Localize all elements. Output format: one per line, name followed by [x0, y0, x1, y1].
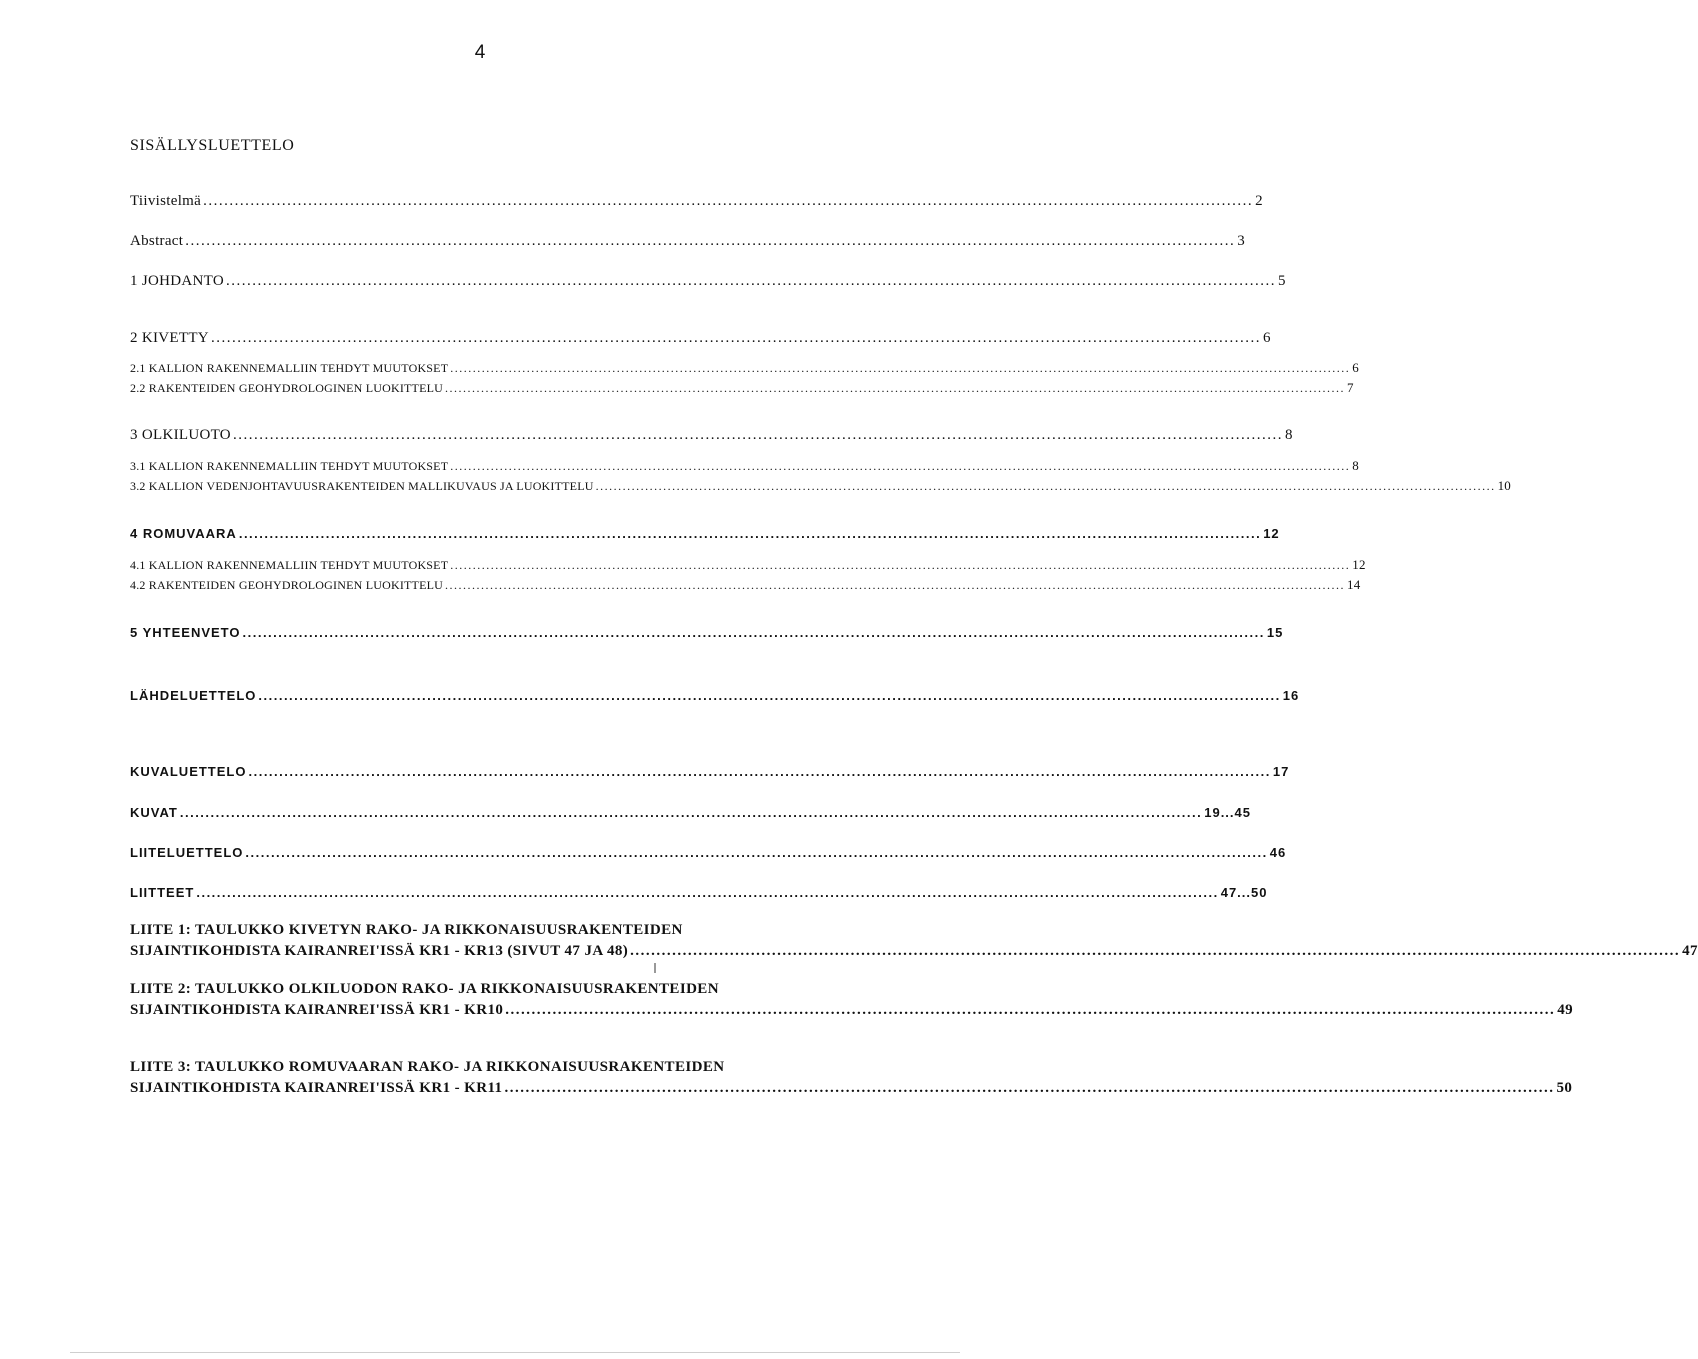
toc-entry-label: Abstract [130, 233, 184, 249]
dot-leader: ........................................................................................................................................................................................................ [203, 193, 1254, 209]
toc-entry-page: 12 [1352, 557, 1366, 572]
toc-entry-label: 2.2 RAKENTEIDEN GEOHYDROLOGINEN LUOKITTELU [130, 381, 444, 395]
appendix-title-line [130, 922, 824, 943]
toc-entry-4-1[interactable] [130, 557, 1366, 577]
toc-appendix-1[interactable] [130, 922, 1698, 963]
toc-entry-lahdeluettelo[interactable] [130, 688, 1300, 708]
dot-leader: ........................................................................................................................................................................................................ [595, 479, 1496, 493]
toc-entry-label: 3.2 KALLION VEDENJOHTAVUUSRAKENTEIDEN MALLIKUVAUS JA LUOKITTELU [130, 479, 594, 493]
toc-entry-page: 16 [1282, 688, 1300, 703]
toc-entry-page: 12 [1263, 526, 1280, 541]
toc-entry-page: 8 [1352, 458, 1359, 473]
toc-entry-abstract[interactable] [130, 233, 1246, 253]
toc-entry-label: KUVAT [130, 805, 178, 820]
dot-leader: ........................................................................................................................................................................................................ [179, 805, 1203, 820]
appendix-location-label: SIJAINTIKOHDISTA KAIRANREI'ISSÄ KR1 - KR13 (SIVUT 47 JA 48) [130, 943, 629, 959]
appendix-location-line [130, 943, 1698, 963]
toc-entry-page: 8 [1284, 427, 1293, 443]
toc-entry-3-2[interactable] [130, 478, 1512, 498]
toc-entry-page: 6 [1352, 360, 1359, 375]
dot-leader: ........................................................................................................................................................................................................ [504, 1080, 1555, 1096]
appendix-location-label: SIJAINTIKOHDISTA KAIRANREI'ISSÄ KR1 - KR10 [130, 1002, 504, 1018]
toc-entry-page: 5 [1277, 273, 1286, 289]
appendix-title-line [130, 981, 824, 1002]
scan-artifact [654, 963, 656, 973]
toc-entry-kuvat[interactable] [130, 805, 1251, 825]
dot-leader: ........................................................................................................................................................................................................ [196, 885, 1219, 900]
appendix-location-line [130, 1080, 1573, 1100]
toc-entry-label: 4.1 KALLION RAKENNEMALLIIN TEHDYT MUUTOKSET [130, 558, 449, 572]
toc-entry-label: 3 OLKILUOTO [130, 427, 231, 443]
toc-entry-kuvaluettelo[interactable] [130, 764, 1290, 784]
toc-entry-yhteenveto[interactable] [130, 625, 1284, 645]
dot-leader: ........................................................................................................................................................................................................ [450, 459, 1351, 473]
toc-entry-label: LIITELUETTELO [130, 845, 244, 860]
appendix-location-line [130, 1002, 1574, 1022]
toc-entry-label: 4 ROMUVAARA [130, 526, 237, 541]
dot-leader: ........................................................................................................................................................................................................ [248, 764, 1271, 779]
toc-entry-page: 7 [1347, 380, 1354, 395]
toc-entry-page: 17 [1272, 764, 1290, 779]
toc-entry-page: 46 [1269, 845, 1287, 860]
toc-appendix-3[interactable] [130, 1059, 1573, 1100]
toc-entry-page: 2 [1255, 193, 1263, 209]
toc-entry-3-1[interactable] [130, 458, 1359, 478]
dot-leader: ........................................................................................................................................................................................................ [185, 233, 1236, 249]
toc-entry-4-2[interactable] [130, 577, 1361, 597]
appendix-title-text: LIITE 2: TAULUKKO OLKILUODON RAKO- JA RIKKONAISUUSRAKENTEIDEN [130, 981, 719, 997]
page-number: 4 [474, 42, 486, 63]
appendix-title-text: LIITE 1: TAULUKKO KIVETYN RAKO- JA RIKKONAISUUSRAKENTEIDEN [130, 922, 683, 938]
toc-entry-page: 6 [1262, 330, 1271, 346]
dot-leader: ........................................................................................................................................................................................................ [225, 273, 1276, 289]
toc-entry-tiivistelma[interactable] [130, 193, 1263, 213]
dot-leader: ........................................................................................................................................................................................................ [245, 845, 1268, 860]
dot-leader: ........................................................................................................................................................................................................ [242, 625, 1265, 640]
dot-leader: ........................................................................................................................................................................................................ [505, 1002, 1556, 1018]
toc-entry-label: Tiivistelmä [130, 193, 202, 209]
toc-entry-olkiluoto[interactable] [130, 427, 1293, 447]
toc-entry-label: LIITTEET [130, 885, 195, 900]
dot-leader: ........................................................................................................................................................................................................ [445, 381, 1346, 395]
toc-entry-liitteet[interactable] [130, 885, 1268, 905]
toc-entry-page: 19...45 [1204, 805, 1251, 820]
toc-entry-label: 5 YHTEENVETO [130, 625, 241, 640]
toc-entry-label: 1 JOHDANTO [130, 273, 224, 289]
dot-leader: ........................................................................................................................................................................................................ [450, 361, 1351, 375]
toc-entry-label: 3.1 KALLION RAKENNEMALLIIN TEHDYT MUUTOKSET [130, 459, 449, 473]
toc-entry-2-1[interactable] [130, 360, 1359, 380]
toc-entry-label: 2 KIVETTY [130, 330, 209, 346]
page-title: SISÄLLYSLUETTELO [130, 137, 295, 154]
toc-entry-label: LÄHDELUETTELO [130, 688, 257, 703]
toc-entry-kivetty[interactable] [130, 330, 1271, 350]
toc-entry-label: 2.1 KALLION RAKENNEMALLIIN TEHDYT MUUTOKSET [130, 361, 449, 375]
toc-appendix-2[interactable] [130, 981, 1574, 1022]
toc-entry-page: 50 [1556, 1080, 1573, 1096]
toc-entry-page: 3 [1237, 233, 1246, 249]
toc-entry-johdanto[interactable] [130, 273, 1286, 293]
toc-entry-page: 47...50 [1220, 885, 1268, 900]
toc-entry-page: 49 [1557, 1002, 1574, 1018]
dot-leader: ........................................................................................................................................................................................................ [630, 943, 1681, 959]
toc-entry-2-2[interactable] [130, 380, 1354, 400]
dot-leader: ........................................................................................................................................................................................................ [238, 526, 1262, 541]
toc-entry-label: KUVALUETTELO [130, 764, 247, 779]
scan-edge-line [70, 1352, 960, 1353]
dot-leader: ........................................................................................................................................................................................................ [232, 427, 1283, 443]
toc-entry-label: 4.2 RAKENTEIDEN GEOHYDROLOGINEN LUOKITTELU [130, 578, 444, 592]
toc-entry-liiteluettelo[interactable] [130, 845, 1287, 865]
dot-leader: ........................................................................................................................................................................................................ [450, 558, 1351, 572]
toc-entry-page: 15 [1266, 625, 1284, 640]
toc-entry-page: 14 [1347, 577, 1361, 592]
toc-entry-romuvaara[interactable] [130, 526, 1280, 546]
dot-leader: ........................................................................................................................................................................................................ [210, 330, 1261, 346]
dot-leader: ........................................................................................................................................................................................................ [445, 578, 1346, 592]
dot-leader: ........................................................................................................................................................................................................ [258, 688, 1281, 703]
toc-entry-page: 47 [1682, 943, 1698, 959]
appendix-location-label: SIJAINTIKOHDISTA KAIRANREI'ISSÄ KR1 - KR11 [130, 1080, 503, 1096]
appendix-title-text: LIITE 3: TAULUKKO ROMUVAARAN RAKO- JA RIKKONAISUUSRAKENTEIDEN [130, 1059, 725, 1075]
appendix-title-line [130, 1059, 824, 1080]
toc-entry-page: 10 [1497, 478, 1512, 493]
